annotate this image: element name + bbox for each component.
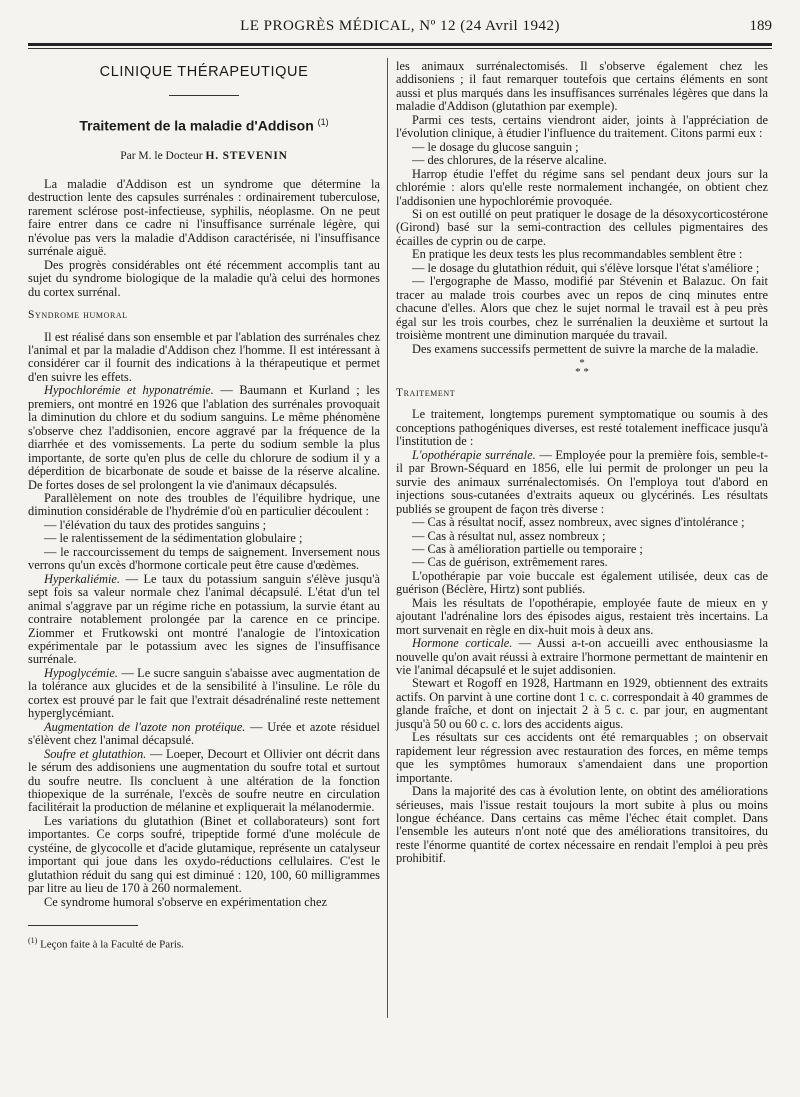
- paragraph-label: Soufre et glutathion.: [44, 746, 147, 761]
- paragraph-text: — Aussi a-t-on accueilli avec enthousiasme la nouvelle qu'on avait réussi à extraire l'hormone permettant de maintenir en vie l'animal décapsulé et le sujet addisonien.: [396, 636, 768, 678]
- article-title-text: Traitement de la maladie d'Addison: [79, 118, 314, 135]
- list-item: — le dosage du glucose sanguin ;: [412, 139, 579, 154]
- paragraph: En pratique les deux tests les plus recommandables semblent être :: [412, 247, 743, 262]
- paragraph: les animaux surrénalectomisés. Il s'observe également chez les addisoniens ; il faut remarquer toutefois que certains éléments en sont aussi et plus marqués dans les insuffisances surrénales légères que dans la maladie d'Addison (glutathion par exemple).: [396, 59, 768, 114]
- column-separator: [387, 58, 388, 1018]
- footnote-rule: [28, 925, 138, 926]
- list-item: — l'ergographe de Masso, modifié par Stévenin et Balazuc. On fait tracer au malade trois courbes avec un repos de cinq minutes entre chacune d'elles. Alors que chez le sujet normal le travail est à peu près égal sur les trois courbes, chez le surrénalien la deuxième et surtout la troisième montrent une diminution marquée du travail.: [396, 274, 768, 343]
- author-line: [28, 150, 380, 163]
- footnote-mark: (1): [28, 936, 38, 946]
- paragraph-text: — Employée pour la première fois, semble-t-il par Brown-Séquard en 1856, elle lui permit de prolonger un peu la survie des animaux surrénalectomisés. On l'employa tout d'abord en injections sous-cutanées d'extraits aqueux ou glycérinés. Les résultats publiés se groupent de façon très diverse :: [396, 447, 769, 516]
- paragraph: Le traitement, longtemps purement symptomatique ou soumis à des conceptions pathogéniques diverses, est resté totalement inefficace jusqu'à l'institution de :: [396, 407, 768, 449]
- paragraph: Mais les résultats de l'opothérapie, employée faute de mieux en y ajoutant l'adrénaline lors des épisodes aigus, restaient très incertains. La mort survenait en règle en dix-huit mois à deux ans.: [396, 595, 768, 637]
- paragraph-label: Hypochlorémie et hyponatrémie.: [44, 383, 214, 398]
- paragraph: [28, 748, 380, 815]
- paragraph: [396, 449, 768, 516]
- page-number: 189: [749, 18, 772, 34]
- paragraph: [28, 573, 380, 667]
- list-item: — Cas à résultat nocif, assez nombreux, avec signes d'intolérance ;: [412, 515, 745, 530]
- paragraph: Si on est outillé on peut pratiquer le dosage de la désoxycorticostérone (Girond) basé sur la semi-contraction des cellules pigmentaires des écailles de cyprin ou de carpe.: [396, 206, 768, 248]
- left-column: [28, 60, 380, 952]
- section-separator-stars: [396, 356, 768, 378]
- paragraph-label: L'opothérapie surrénale.: [412, 447, 536, 462]
- paragraph: Dans la majorité des cas à évolution lente, on obtint des améliorations sérieuses, mais l'issue restait toujours la mort subite à plus ou moins longue échéance. Dans certains cas même l'échec était complet. Dans l'ensemble les auteurs n'ont noté que des améliorations transitoires, du reste l'énorme quantité de cortex nécessaire en rendait l'emploi à peu près prohibitif.: [396, 784, 768, 866]
- paragraph: Stewart et Rogoff en 1928, Hartmann en 1929, obtiennent des extraits actifs. On parvint à une cortine dont 1 c. c. correspondait à 40 grammes de glande fraîche, et dont on injectait 2 à 5 c. c. par jour, en augmentant jusqu'à 50 ou 60 c. c. lors des accidents aigus.: [396, 676, 768, 731]
- stars-bottom: * *: [575, 365, 589, 378]
- journal-title: LE PROGRÈS MÉDICAL, Nº 12 (24 Avril 1942): [240, 18, 560, 34]
- paragraph: Des examens successifs permettent de suivre la marche de la maladie.: [412, 341, 759, 356]
- paragraph-label: Hypoglycémie.: [44, 665, 118, 680]
- header-rule-thin: [28, 48, 772, 49]
- list-item: — Cas à résultat nul, assez nombreux ;: [412, 528, 606, 543]
- paragraph: L'opothérapie par voie buccale est également utilisée, deux cas de guérison (Béclère, Hirtz) sont publiés.: [396, 568, 768, 597]
- paragraph: Parmi ces tests, certains viendront aider, joints à l'appréciation de l'évolution clinique, à étudier l'influence du traitement. Citons parmi eux :: [396, 112, 768, 141]
- paragraph: Des progrès considérables ont été récemment accomplis tant au sujet du syndrome biologique de la maladie qu'à celui des hormones du cortex surrénal.: [28, 257, 380, 299]
- section-divider: [169, 95, 239, 96]
- author-name: H. STEVENIN: [205, 149, 288, 162]
- paragraph: [28, 721, 380, 748]
- article-title: [28, 116, 380, 133]
- paragraph: [28, 384, 380, 492]
- list-item: — le raccourcissement du temps de saignement. Inversement nous verrons qu'un excès d'hormone corticale peut être cause d'œdèmes.: [28, 544, 380, 573]
- paragraph: Les résultats sur ces accidents ont été remarquables ; on observait rapidement leur régression avec restauration des forces, en même temps que les symptômes humoraux s'amendaient dans une proportion importante.: [396, 730, 768, 785]
- section-title: CLINIQUE THÉRAPEUTIQUE: [99, 64, 309, 80]
- list-item: — le dosage du glutathion réduit, qui s'élève lorsque l'état s'améliore ;: [412, 260, 760, 275]
- paragraph-label: Hormone corticale.: [412, 636, 513, 651]
- paragraph: [28, 667, 380, 721]
- subheading-traitement: Traitement: [396, 386, 456, 399]
- paragraph: La maladie d'Addison est un syndrome que détermine la destruction lente des capsules surrénales : ordinairement tuberculose, rarement sclérose post-infectieuse, syphilis, néoplasme. On ne peut faire entrer dans ce cadre ni l'insuffisance surrénale légère, qui n'évolue pas vers la maladie d'Addison caractérisée, ni l'insuffisance surrénale aiguë.: [28, 177, 380, 259]
- list-item: — le ralentissement de la sédimentation globulaire ;: [44, 531, 303, 546]
- paragraph: Parallèlement on note des troubles de l'équilibre hydrique, une diminution considérable de l'hydrémie d'où en particulier découlent :: [28, 490, 380, 519]
- paragraph-text: — Urée et azote résiduel s'élèvent chez l'animal décapsulé.: [28, 719, 380, 748]
- list-item: — Cas de guérison, extrêmement rares.: [412, 555, 608, 570]
- paragraph-text: — Le taux du potassium sanguin s'élève jusqu'à sept fois sa valeur normale chez l'animal décapsulé. L'état d'un tel animal s'aggrave par un régime riche en potassium, la survie étant au contraire notablement prolongée par la carence en ce principe. Ziommer et Frutkowski ont montré l'analogie de l'intoxication expérimentale par le potassium avec les signes de l'insuffisance surrénale.: [28, 571, 380, 667]
- paragraph-text: — Le sucre sanguin s'abaisse avec augmentation de la tolérance aux glucides et de la sensibilité à l'insuline. Le rôle du cortex est prouvé par le fait que l'extrait désadrénaliné reste nettement hyperglycémiant.: [28, 665, 380, 721]
- footnote: [28, 934, 380, 952]
- paragraph: Il est réalisé dans son ensemble et par l'ablation des surrénales chez l'animal et par la maladie d'Addison chez l'homme. Il est intéressant à considérer car il fournit des indications à la thérapeutique et permet d'en suivre les effets.: [28, 329, 380, 384]
- list-item: — l'élévation du taux des protides sanguins ;: [44, 517, 267, 532]
- running-header: [28, 18, 772, 40]
- stars-top: *: [579, 356, 585, 369]
- footnote-text: Leçon faite à la Faculté de Paris.: [40, 938, 184, 951]
- paragraph: Harrop étudie l'effet du régime sans sel pendant deux jours sur la chlorémie : alors qu'elle reste normalement inchangée, on obtient chez l'addisonien une hypochlorémie provoquée.: [396, 166, 768, 208]
- paragraph-label: Hyperkaliémie.: [44, 571, 121, 586]
- list-item: — des chlorures, de la réserve alcaline.: [412, 153, 607, 168]
- right-column: [396, 60, 768, 866]
- subheading-syndrome-humoral: Syndrome humoral: [28, 309, 128, 322]
- article-title-note: (1): [317, 117, 329, 128]
- list-item: — Cas à amélioration partielle ou temporaire ;: [412, 541, 643, 556]
- paragraph-text: — Loeper, Decourt et Ollivier ont décrit dans le sérum des addisoniens une augmentation du soufre total et surtout du soufre neutre. Ils concluent à une altération de la fonction thiopexique de la surrénale, l'excès de soufre neutre en circulation facilitérait la production de mélanine et expliquerait la mélanodermie.: [28, 746, 380, 815]
- author-prefix: Par M. le Docteur: [120, 149, 203, 162]
- paragraph: Les variations du glutathion (Binet et collaborateurs) sont fort importantes. Ce corps soufré, tripeptide formé d'une molécule de cystéine, de glycocolle et d'acide glutamique, représente un catalyseur important qui joue dans les oxydo-réductions cellulaires. C'est le glutathion réduit du sang qui est diminué : 120, 100, 60 milligrammes par litre au lieu de 170 à 260 normalement.: [28, 813, 380, 896]
- paragraph-label: Augmentation de l'azote non protéique.: [44, 719, 246, 734]
- paragraph: Ce syndrome humoral s'observe en expérimentation chez: [44, 894, 327, 909]
- paragraph: [396, 637, 768, 677]
- paragraph-text: — Baumann et Kurland ; les premiers, ont montré en 1926 que l'ablation des surrénales provoquait la diminution du chlore et du sodium sanguins. Le même phénomène s'observe chez l'addisonien, encore aggravé par la fréquence de la diarrhée et des vomissements. La perte du sodium semble la plus importante, de sorte qu'en plus de celle du chlorure de sodium il y a déperdition de bicarbonate de soude et baisse de la réserve alcaline. De fortes doses de sel prolongent la vie d'animaux décapsulés.: [28, 383, 381, 492]
- header-rule-thick: [28, 43, 772, 46]
